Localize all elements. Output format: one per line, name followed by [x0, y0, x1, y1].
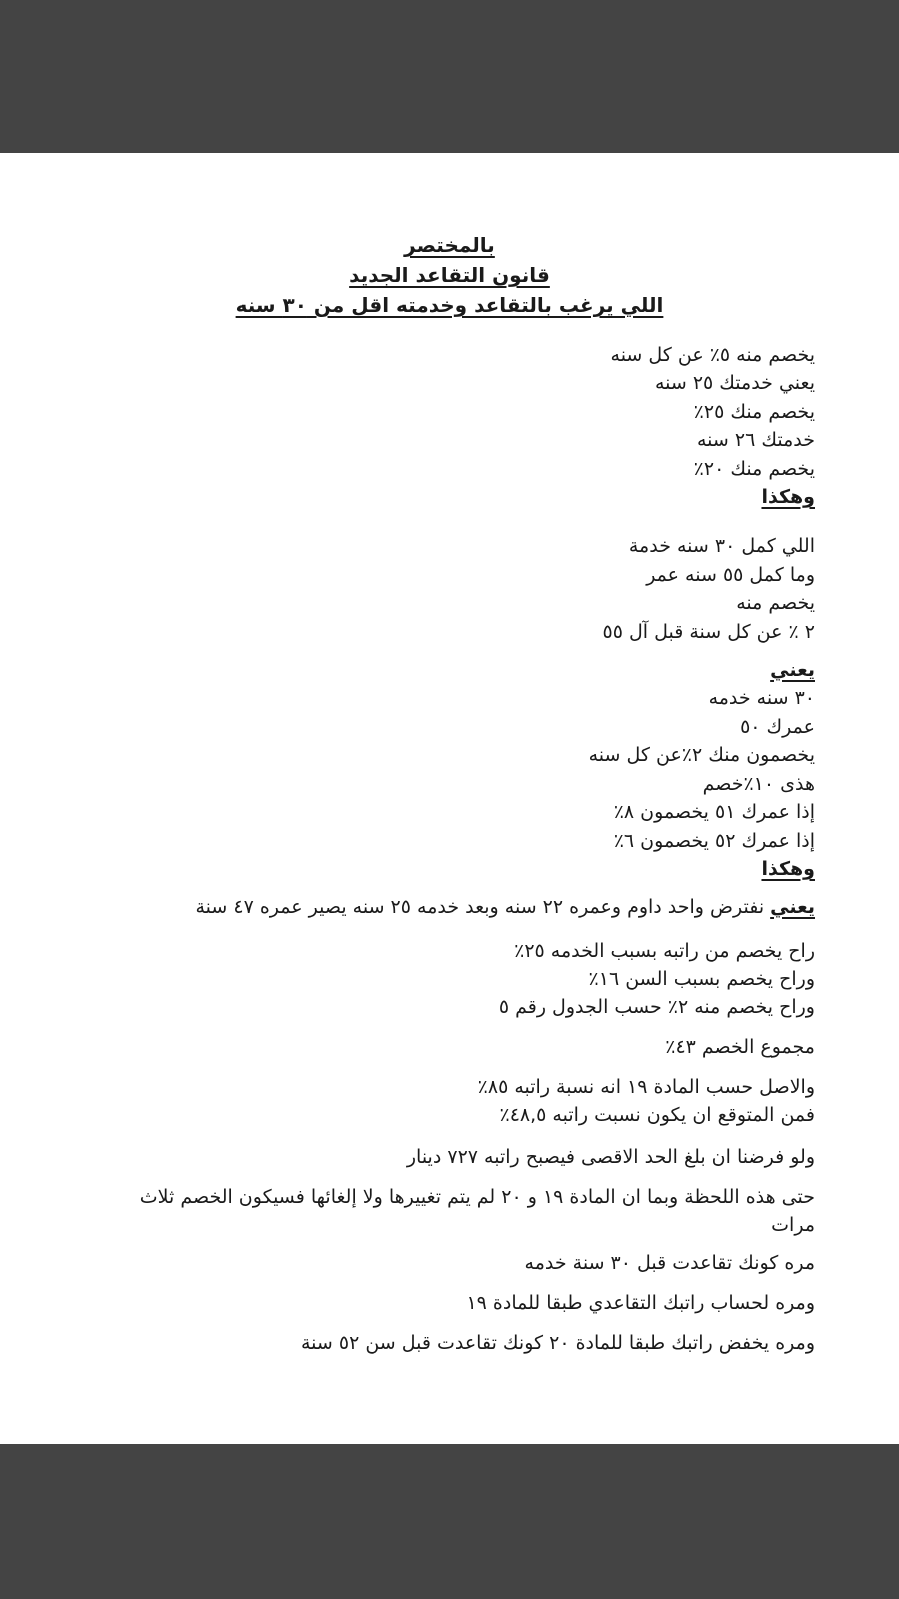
section2-line-1: اللي كمل ٣٠ سنه خدمة	[628, 535, 815, 557]
meaning-label: يعني	[770, 659, 815, 681]
title-line-3: اللي يرغب بالتقاعد وخدمته اقل من ٣٠ سنه	[235, 293, 664, 317]
bottom-dark-band	[0, 1444, 899, 1599]
section3-line-3: يخصمون منك ٢٪عن كل سنه	[588, 744, 815, 766]
top-dark-band	[0, 0, 899, 153]
example-line	[195, 893, 815, 921]
deduction-line-1: راح يخصم من راتبه بسبب الخدمه ٢٥٪	[514, 940, 815, 962]
section3-line-1: ٣٠ سنه خدمه	[708, 687, 815, 709]
example-lead: يعني	[770, 896, 815, 918]
section2-line-4: ٢ ٪ عن كل سنة قبل آل ٥٥	[602, 621, 815, 643]
section3-line-2: عمرك ٥٠	[740, 716, 815, 738]
section1-line-3: يخصم منك ٢٥٪	[693, 401, 815, 423]
section3-line-5: إذا عمرك ٥١ يخصمون ٨٪	[613, 801, 815, 823]
section3-line-4: هذى ١٠٪خصم	[702, 773, 815, 795]
document-body	[0, 153, 899, 1444]
until-now-paragraph: حتى هذه اللحظة وبما ان المادة ١٩ و ٢٠ لم يتم تغييرها ولا إلغائها فسيكون الخصم ثلاث مرات	[139, 1186, 815, 1236]
document-page	[0, 153, 899, 1444]
section2-line-2: وما كمل ٥٥ سنه عمر	[646, 564, 815, 586]
section3-line-6: إذا عمرك ٥٢ يخصمون ٦٪	[613, 830, 815, 852]
times-line-1: مره كونك تقاعدت قبل ٣٠ سنة خدمه	[524, 1252, 815, 1274]
original-line-2: فمن المتوقع ان يكون نسبت راتبه ٤٨,٥٪	[499, 1104, 815, 1126]
deduction-line-3: وراح يخصم منه ٢٪ حسب الجدول رقم ٥	[498, 996, 815, 1018]
max-case-line: ولو فرضنا ان بلغ الحد الاقصى فيصبح راتبه ٧٢٧ دينار	[406, 1146, 815, 1168]
section2-line-3: يخصم منه	[736, 592, 815, 614]
section1-line-4: خدمتك ٢٦ سنه	[697, 429, 815, 451]
times-line-3: ومره يخفض راتبك طبقا للمادة ٢٠ كونك تقاعدت قبل سن ٥٢ سنة	[300, 1332, 815, 1354]
total-deduction: مجموع الخصم ٤٣٪	[665, 1036, 815, 1058]
and-so-on-2: وهكذا	[761, 858, 815, 880]
section1-line-1: يخصم منه ٥٪ عن كل سنه	[610, 344, 815, 366]
original-line-1: والاصل حسب المادة ١٩ انه نسبة راتبه ٨٥٪	[477, 1076, 815, 1098]
deduction-line-2: وراح يخصم بسبب السن ١٦٪	[588, 968, 815, 990]
times-line-2: ومره لحساب راتبك التقاعدي طبقا للمادة ١٩	[466, 1292, 815, 1314]
section1-line-5: يخصم منك ٢٠٪	[693, 458, 815, 480]
title-line-2: قانون التقاعد الجديد	[349, 263, 550, 287]
section1-line-2: يعني خدمتك ٢٥ سنه	[654, 372, 815, 394]
and-so-on-1: وهكذا	[761, 486, 815, 508]
example-text: نفترض واحد داوم وعمره ٢٢ سنه وبعد خدمه ٢٥ سنه يصير عمره ٤٧ سنة	[195, 896, 771, 918]
title-line-1: بالمختصر	[404, 233, 495, 257]
